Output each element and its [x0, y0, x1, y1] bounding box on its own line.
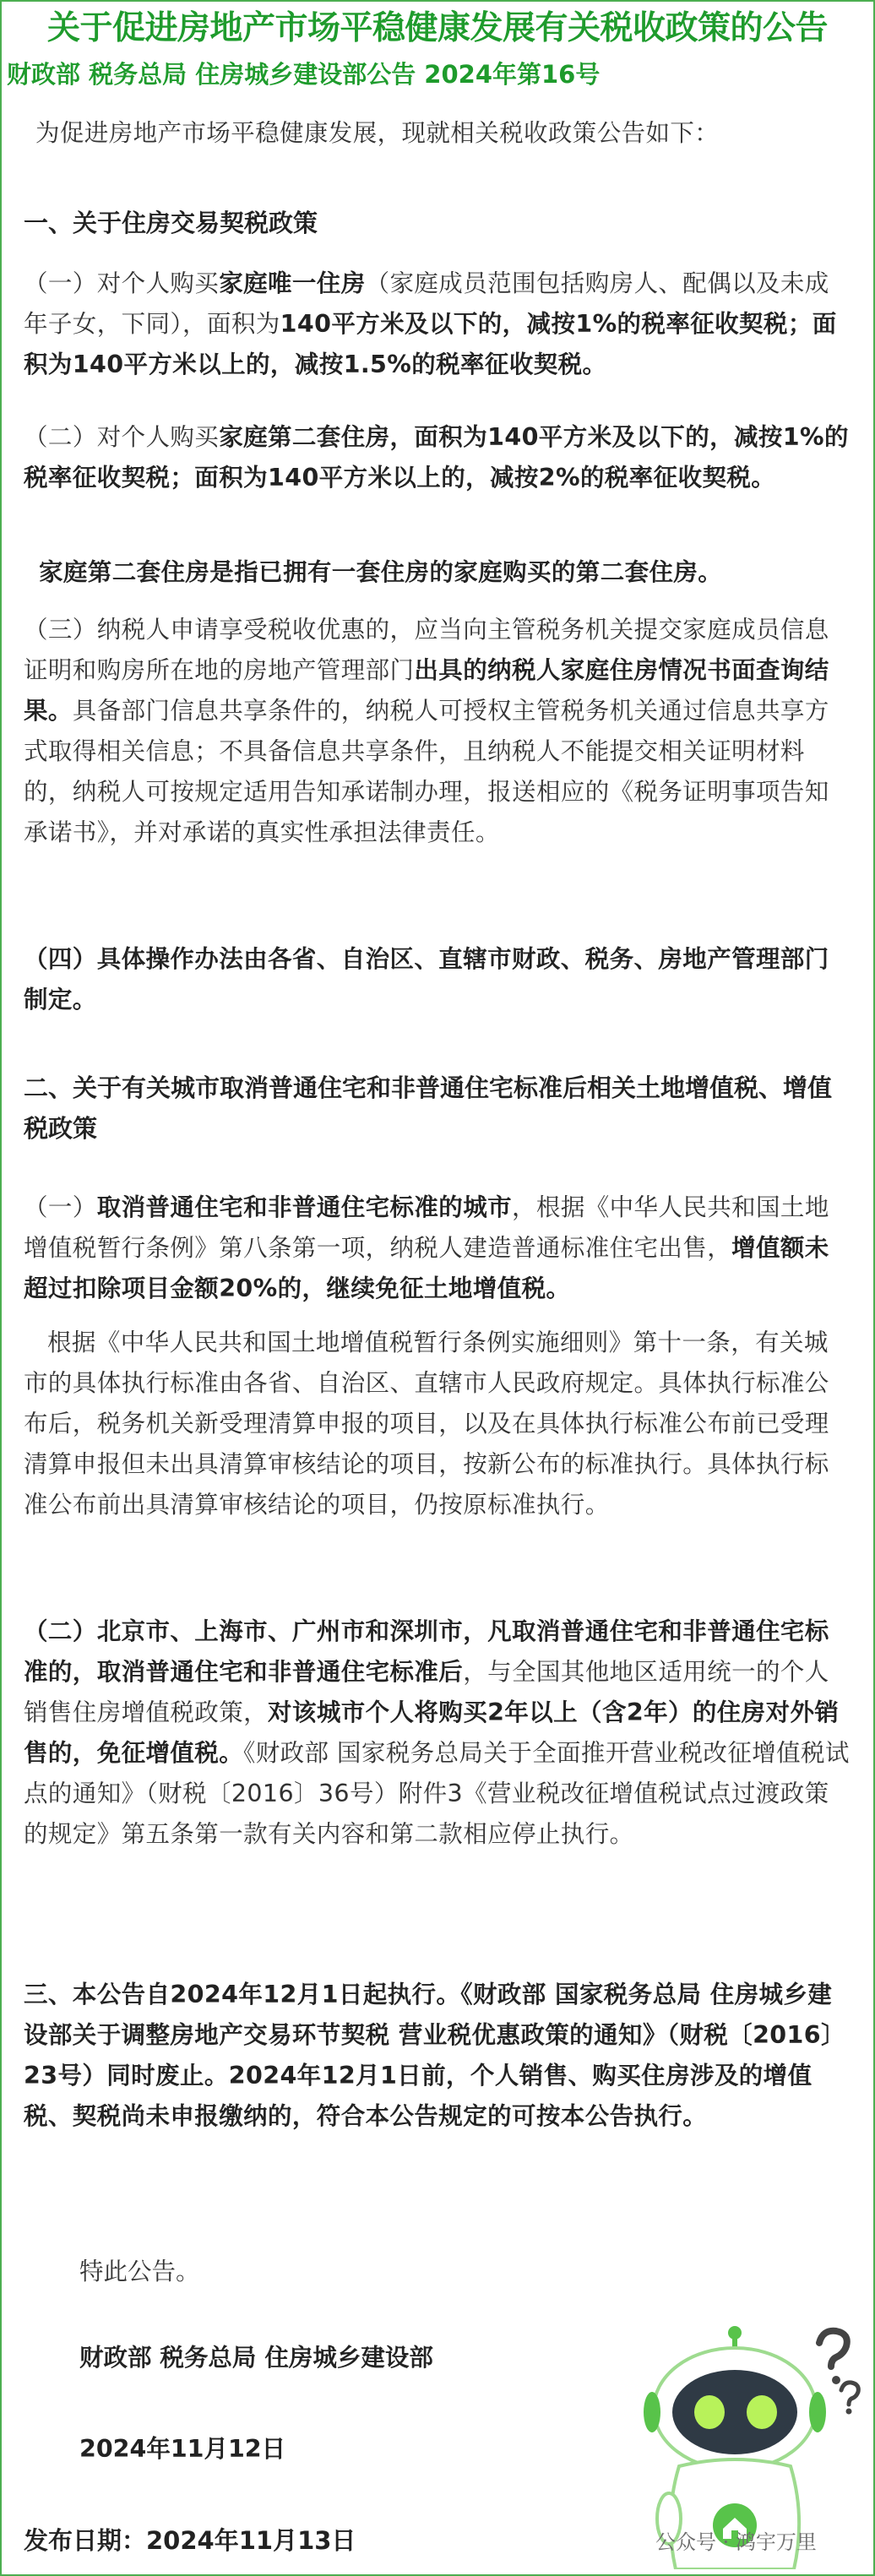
text-run: 具备部门信息共享条件的，纳税人可授权主管税务机关通过信息共享方式取得相关信息；不具备信息共享条件，且纳税人不能提交相关证明材料的，纳税人可按规定适用告知承诺制办理，报送相应的《税务证明事项告知承诺书》，并对承诺的真实性承担法律责任。 [24, 697, 829, 846]
signing-date: 2024年11月12日 [79, 2435, 286, 2463]
bold-run: 140平方米及以下的，减按1%的税率征收契税；面积为140平方米以上的，减按1.5%的税率征收契税。 [24, 310, 837, 378]
section-1-item-2-note [39, 552, 867, 593]
question-mark-icon [819, 2331, 858, 2415]
text-run: ，与全国其他地区适用统一的个人销售住房增值税政策， [24, 1658, 829, 1726]
bold-run: 三、本公告自2024年12月1日起执行。《财政部 国家税务总局 住房城乡建设部关于调整房地产交易环节契税 营业税优惠政策的通知》（财税〔2016〕23号）同时废止。2024年12月1日前，个人销售、购买住房涉及的增值税、契税尚未申报缴纳的，符合本公告规定的可按本公告执行。 [24, 1981, 845, 2130]
text-run: 根据《中华人民共和国土地增值税暂行条例实施细则》第十一条，有关城市的具体执行标准由各省、自治区、直辖市人民政府规定。具体执行标准公布后，税务机关新受理清算申报的项目，以及在具体执行标准公布前已受理清算申报但未出具清算审核结论的项目，按新公布的标准执行。具体执行标准公布前出具清算审核结论的项目，仍按原标准执行。 [24, 1329, 829, 1519]
section-2-heading: 二、关于有关城市取消普通住宅和非普通住宅标准后相关土地增值税、增值税政策 [24, 1073, 833, 1143]
text-run: 《财政部 国家税务总局关于全面推开营业税改征增值税试点的通知》（财税〔2016〕36号）附件3《营业税改征增值税试点过渡政策的规定》第五条第一款有关内容和第二款相应停止执行。 [24, 1739, 850, 1848]
bold-run: 家庭第二套住房，面积为140平方米及以下的，减按1%的税率征收契税；面积为140平方米以上的，减按2%的税率征收契税。 [24, 423, 849, 492]
section-2-item-2 [24, 1611, 851, 1855]
section-1-item-2 [24, 417, 851, 498]
section-1-item-4 [24, 939, 851, 1020]
section-1-item-1 [24, 264, 851, 385]
bold-run: 取消普通住宅和非普通住宅标准的城市 [96, 1193, 513, 1221]
bold-run: 对该城市个人将购买2年以上（含2年）的住房对外销售的，免征增值税。 [24, 1698, 840, 1767]
section-2-item-1-continued [24, 1323, 851, 1525]
text-run: （二）对个人购买 [24, 423, 220, 451]
bold-run: （四）具体操作办法由各省、自治区、直辖市财政、税务、房地产管理部门制定。 [24, 945, 829, 1014]
text-run: ，根据《中华人民共和国土地增值税暂行条例》第八条第一项，纳税人建造普通标准住宅出售， [24, 1193, 829, 1262]
text-run: （一）对个人购买 [24, 269, 220, 297]
text-run: （一） [24, 1193, 97, 1221]
section-1-item-3 [24, 610, 851, 853]
bold-run: 家庭唯一住房 [219, 269, 366, 297]
document-title: 关于促进房地产市场平稳健康发展有关税收政策的公告 [46, 9, 828, 47]
section-2-item-1 [24, 1187, 851, 1309]
section-1-heading: 一、关于住房交易契税政策 [24, 209, 318, 237]
text-run: （三）纳税人申请享受税收优惠的，应当向主管税务机关提交家庭成员信息证明和购房所在地的房地产管理部门 [24, 616, 829, 684]
closing-text: 特此公告。 [79, 2258, 200, 2285]
bold-run: （二）北京市、上海市、广州市和深圳市，凡取消普通住宅和非普通住宅标准的，取消普通住宅和非普通住宅标准后 [24, 1617, 829, 1686]
signers: 财政部 税务总局 住房城乡建设部 [79, 2344, 433, 2372]
text-run: （家庭成员范围包括购房人、配偶以及未成年子女，下同），面积为 [24, 269, 829, 338]
watermark-text: 公众号 · 鸿宇万里 [655, 2530, 817, 2554]
bold-run: 家庭第二套住房是指已拥有一套住房的家庭购买的第二套住房。 [39, 558, 723, 586]
bold-run: 增值额未超过扣除项目金额20%的，继续免征土地增值税。 [24, 1234, 829, 1302]
section-3-paragraph [24, 1975, 851, 2137]
intro-paragraph: 为促进房地产市场平稳健康发展，现就相关税收政策公告如下： [35, 119, 720, 147]
document-subtitle: 财政部 税务总局 住房城乡建设部公告 2024年第16号 [7, 60, 601, 89]
publish-date: 发布日期：2024年11月13日 [24, 2526, 356, 2555]
bold-run: 出具的纳税人家庭住房情况书面查询结果。 [24, 656, 829, 725]
